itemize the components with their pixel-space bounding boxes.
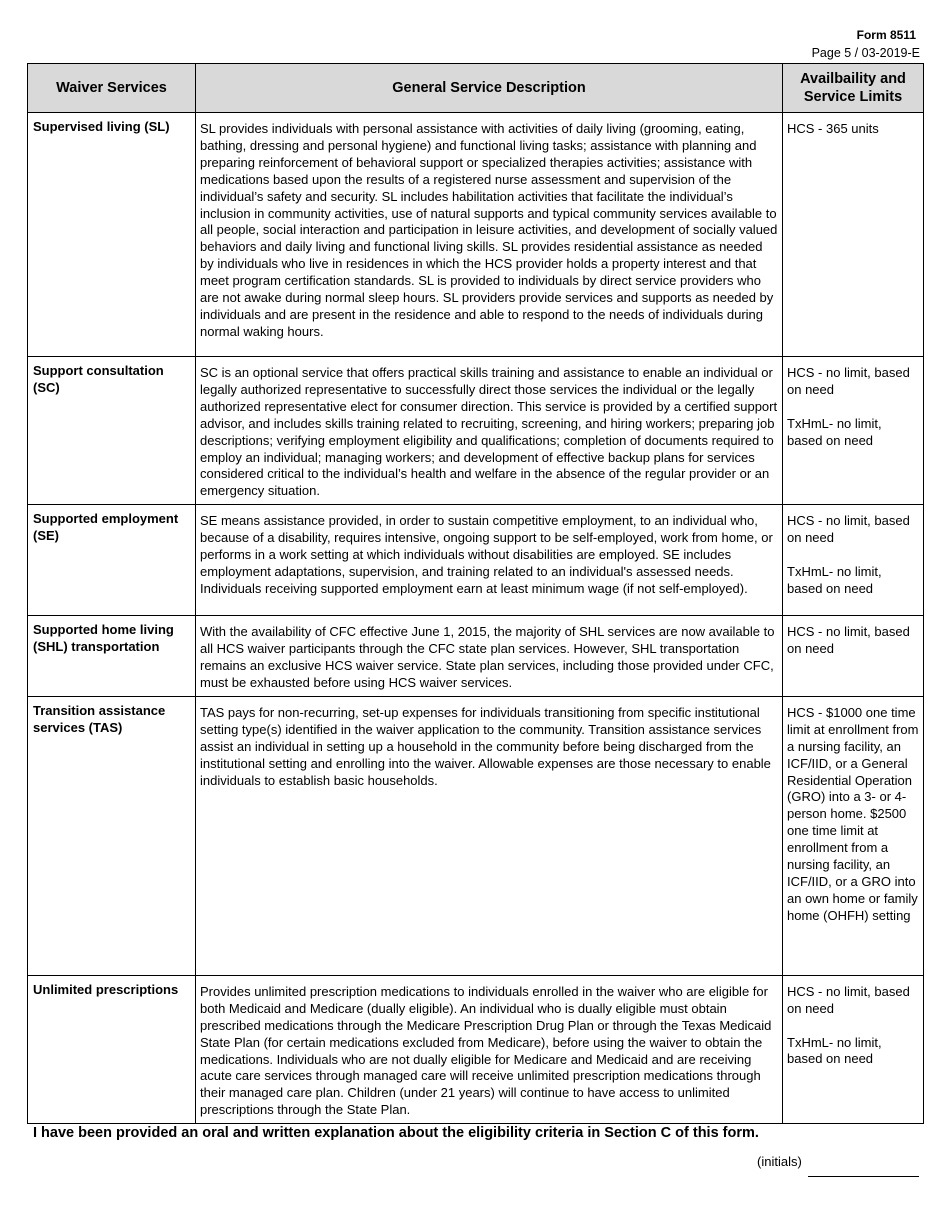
page-info: Page 5 / 03-2019-E: [811, 46, 920, 60]
availability-text: TxHmL- no limit, based on need: [787, 563, 882, 596]
header-waiver-services: Waiver Services: [28, 64, 196, 113]
service-name: Support consultation (SC): [28, 357, 196, 505]
service-name: Supervised living (SL): [28, 113, 196, 357]
service-availability: [783, 696, 924, 975]
service-availability: [783, 616, 924, 697]
service-description: SC is an optional service that offers practical skills training and assistance to enable an individual or legally authorized representative to successfully direct those services the individual or the legally authorized representative elect for consumer direction. This service is provided by a certified support advisor, and includes skills training related to recruiting, screening, and hiring workers; preparing job descriptions; verifying employment eligibility and qualifications; completion of documents required to employ an individual; managing workers; and development of effective backup plans for services considered critical to the individual’s health and welfare in the absence of the regular provider or an emergency situation.: [196, 357, 783, 505]
service-name: Unlimited prescriptions: [28, 975, 196, 1123]
service-availability: [783, 113, 924, 357]
availability-text: HCS - no limit, based on need: [787, 983, 910, 1016]
service-name: Transition assistance services (TAS): [28, 696, 196, 975]
header-availability: Availbaility and Service Limits: [783, 64, 924, 113]
availability-text: HCS - no limit, based on need: [787, 513, 910, 546]
service-name: Supported employment (SE): [28, 505, 196, 616]
availability-text: TxHmL- no limit, based on need: [787, 1034, 882, 1067]
service-name: Supported home living (SHL) transportation: [28, 616, 196, 697]
waiver-services-table: [27, 63, 924, 1124]
service-description: SE means assistance provided, in order to sustain competitive employment, to an individual who, because of a disability, requires intensive, ongoing support to be self-employed, work from home, or performs in a work setting at which individuals without disabilities are employed. SE includes employment adaptations, supervision, and training related to an individual's assessed needs. Individuals receiving supported employment earn at least minimum wage (if not self-employed).: [196, 505, 783, 616]
availability-text: HCS - 365 units: [787, 121, 879, 136]
initials-field[interactable]: [808, 1176, 919, 1177]
header-general-description: General Service Description: [196, 64, 783, 113]
availability-text: HCS - no limit, based on need: [787, 365, 910, 397]
acknowledgement-statement: I have been provided an oral and written explanation about the eligibility criteria in Section C of this form.: [33, 1125, 759, 1141]
table-header-row: [28, 64, 924, 113]
table-row: [28, 696, 924, 975]
initials-label: (initials): [757, 1154, 802, 1169]
table-row: [28, 616, 924, 697]
table-row: [28, 505, 924, 616]
table-row: [28, 357, 924, 505]
service-availability: [783, 357, 924, 505]
table-row: [28, 975, 924, 1123]
availability-text: TxHmL- no limit, based on need: [787, 415, 882, 448]
availability-text: HCS - no limit, based on need: [787, 624, 910, 657]
service-description: With the availability of CFC effective June 1, 2015, the majority of SHL services are now available to all HCS waiver participants through the CFC state plan services. However, SHL transportation remains an exclusive HCS waiver service. State plan services, including those provided under CFC, must be exhausted before using HCS waiver services.: [196, 616, 783, 697]
table-row: [28, 113, 924, 357]
service-description: SL provides individuals with personal assistance with activities of daily living (grooming, eating, bathing, dressing and personal hygiene) and functional living tasks; assistance with planning and preparing reinforcement of behavioral support or specialized therapies activities; assistance with medications based upon the results of a registered nurse assessment and supervision of the individual’s safety and security. SL includes habilitation activities that facilitate the individual’s inclusion in community activities, use of natural supports and typical community services available to all people, social interaction and participation in leisure activities, and development of socially valued behaviors and daily living and functional living skills. SL provides residential assistance as needed by individuals who live in residences in which the HCS provider holds a property interest and that meet program certification standards. SL is provided to individuals by direct service providers who are not awake during normal sleep hours. SL providers provide services and supports as needed by individuals and are present in the residence and able to respond to the needs of individuals during normal waking hours.: [196, 113, 783, 357]
service-availability: [783, 505, 924, 616]
service-description: Provides unlimited prescription medications to individuals enrolled in the waiver who are eligible for both Medicaid and Medicare (dually eligible). An individual who is dually eligible must obtain prescribed medications through the Medicare Prescription Drug Plan or through the Texas Medicaid State Plan (for certain medications excluded from Medicare), before using the waiver to obtain the medications. Individuals who are not dually eligible for Medicare and Medicaid and are receiving acute care services through managed care will receive unlimited prescription medications through their managed care plan. Children (under 21 years) will continue to have access to unlimited prescriptions through the State Plan.: [196, 975, 783, 1123]
availability-text: HCS - $1000 one time limit at enrollment from a nursing facility, an ICF/IID, or a General Residential Operation (GRO) into a 3- or 4- person home. $2500 one time limit at enrollment from a nursing facility, an ICF/IID, or a GRO into an own home or family home (OHFH) setting: [787, 704, 919, 923]
service-availability: [783, 975, 924, 1123]
form-number: Form 8511: [856, 28, 916, 42]
service-description: TAS pays for non-recurring, set-up expenses for individuals transitioning from specific institutional setting type(s) identified in the waiver application to the community. Transition assistance services assist an individual in setting up a household in the community before being discharged from the institutional setting and enrolling into the waiver. Allowable expenses are those necessary to enable individuals to establish basic households.: [196, 696, 783, 975]
